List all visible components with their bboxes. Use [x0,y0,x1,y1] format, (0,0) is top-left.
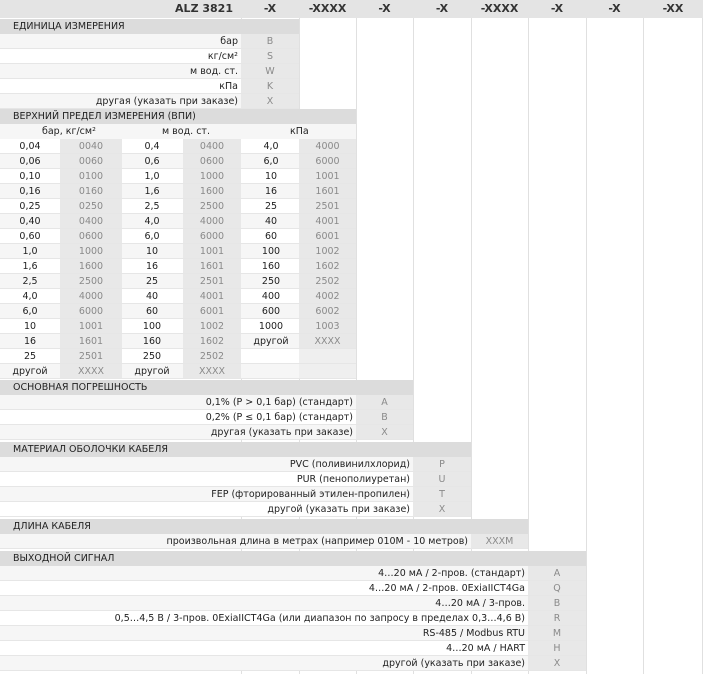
range-value: 0,4 [144,141,160,152]
option-row [0,425,413,440]
option-label: 4…20 мА / 3-пров. [435,598,525,609]
option-code: R [528,611,586,626]
range-value: другой [253,336,289,347]
range-row [0,244,356,259]
section-accuracy: ОСНОВНАЯ ПОГРЕШНОСТЬ [0,380,413,395]
section-output: ВЫХОДНОЙ СИГНАЛ [0,551,586,566]
option-label: произвольная длина в метрах (например 010М - 10 метров) [166,536,468,547]
range-code: XXXX [299,334,356,349]
option-row [0,64,299,79]
code-column-header: -XXXX [299,0,356,18]
range-value: 6,0 [22,306,38,317]
option-label: кПа [219,81,238,92]
range-code: 4000 [299,139,356,154]
range-value: 0,25 [19,201,41,212]
option-row [0,502,471,517]
range-value: 25 [23,351,37,362]
option-row [0,566,586,581]
range-value: 0,16 [19,186,41,197]
range-value: 4,0 [22,291,38,302]
range-row [0,199,356,214]
range-code: 1602 [299,259,356,274]
code-column-header: -X [528,0,586,18]
option-code: P [413,457,471,472]
range-value: 100 [142,321,162,332]
option-code: H [528,641,586,656]
range-row [0,214,356,229]
option-code: K [241,79,299,94]
option-code: M [528,626,586,641]
option-code: XXXM [471,534,528,549]
range-value: 160 [261,261,281,272]
option-label: PVC (поливинилхлорид) [289,459,410,470]
range-row [0,334,356,349]
range-code: XXXX [183,364,241,379]
range-value: 16 [264,186,278,197]
range-value: 16 [23,336,37,347]
range-code: 1600 [60,259,122,274]
option-label: 0,5…4,5 В / 3-пров. 0ExiaIICT4Ga (или диапазон по запросу в пределах 0,3…4,6 В) [114,613,525,624]
range-code: 2502 [299,274,356,289]
range-value: 4,0 [144,216,160,227]
section-range: ВЕРХНИЙ ПРЕДЕЛ ИЗМЕРЕНИЯ (ВПИ) [0,109,356,124]
option-code: B [356,410,413,425]
range-value: 1000 [258,321,284,332]
range-value: другой [134,366,170,377]
range-code: 1000 [60,244,122,259]
range-value: другой [12,366,48,377]
range-value: 60 [264,231,278,242]
range-code: 4000 [183,214,241,229]
range-value: 250 [142,351,162,362]
code-column-header: -X [413,0,471,18]
code-column-header: -X [356,0,413,18]
range-code: 6000 [60,304,122,319]
range-code: 4002 [299,289,356,304]
range-value: 100 [261,246,281,257]
option-label: 4…20 мА / 2-пров. 0ExiaIICT4Ga [368,583,525,594]
range-code: 0250 [60,199,122,214]
grid-line [586,0,587,674]
range-value: 2,5 [22,276,38,287]
range-row [0,184,356,199]
option-label: PUR (пенополиуретан) [296,474,410,485]
range-value: 1,0 [144,171,160,182]
range-value: 0,40 [19,216,41,227]
row-divider [0,439,413,440]
option-code: A [528,566,586,581]
row-divider [0,516,471,517]
range-value: 2,5 [144,201,160,212]
option-code: U [413,472,471,487]
option-code: Q [528,581,586,596]
code-column-header: -X [586,0,643,18]
range-code: 2501 [60,349,122,364]
range-code-empty [299,349,356,364]
range-value: 60 [145,306,159,317]
range-value: 10 [23,321,37,332]
range-col-header: м вод. ст. [162,126,210,137]
option-row [0,611,586,626]
option-label: 4…20 мА / HART [446,643,525,654]
option-code: S [241,49,299,64]
range-code: 1003 [299,319,356,334]
range-row [0,364,356,379]
range-col-header: бар, кг/см² [42,126,96,137]
option-row [0,457,471,472]
range-value: 16 [145,261,159,272]
option-label: 4…20 мА / 2-пров. (стандарт) [378,568,525,579]
range-value: 40 [264,216,278,227]
option-row [0,534,528,549]
grid-line [643,0,644,674]
range-row [0,259,356,274]
range-code: 0040 [60,139,122,154]
option-row [0,94,299,109]
option-label: другая (указать при заказе) [210,427,353,438]
range-code: 4000 [60,289,122,304]
range-code: 0600 [60,229,122,244]
option-row [0,656,586,671]
row-divider [0,548,528,549]
model-header: ALZ 3821 [0,0,241,18]
range-code: 0160 [60,184,122,199]
option-row [0,49,299,64]
option-label: другой (указать при заказе) [267,504,410,515]
section-unit: ЕДИНИЦА ИЗМЕРЕНИЯ [0,19,299,34]
range-col-header: кПа [290,126,309,137]
range-code: 1001 [60,319,122,334]
option-row [0,581,586,596]
code-column-header: -X [241,0,299,18]
range-value: 160 [142,336,162,347]
range-value: 250 [261,276,281,287]
option-row [0,626,586,641]
range-value: 40 [145,291,159,302]
option-code: T [413,487,471,502]
option-row [0,472,471,487]
range-value: 25 [264,201,278,212]
option-row [0,487,471,502]
option-code: A [356,395,413,410]
range-code-empty [299,364,356,379]
range-code: XXXX [60,364,122,379]
range-code: 2500 [183,199,241,214]
option-label: бар [220,36,238,47]
range-code: 2501 [183,274,241,289]
range-code: 1601 [60,334,122,349]
range-code: 2501 [299,199,356,214]
option-row [0,410,413,425]
range-code: 2500 [60,274,122,289]
option-code: B [528,596,586,611]
range-value: 6,0 [263,156,279,167]
range-value: 0,60 [19,231,41,242]
option-label: FEP (фторированный этилен-пропилен) [211,489,410,500]
option-label: RS-485 / Modbus RTU [422,628,525,639]
range-code: 0400 [183,139,241,154]
option-label: 0,1% (P > 0,1 бар) (стандарт) [205,397,353,408]
range-value: 10 [264,171,278,182]
range-row [0,289,356,304]
option-code: W [241,64,299,79]
range-row [0,229,356,244]
code-column-header: -XXXX [471,0,528,18]
range-code: 1601 [183,259,241,274]
option-code: B [241,34,299,49]
range-code: 1002 [299,244,356,259]
range-code: 6001 [183,304,241,319]
range-code: 6000 [183,229,241,244]
range-value: 0,06 [19,156,41,167]
range-code: 1002 [183,319,241,334]
range-code: 0100 [60,169,122,184]
option-label: кг/см² [207,51,238,62]
range-value: 1,0 [22,246,38,257]
range-value: 6,0 [144,231,160,242]
option-label: другой (указать при заказе) [382,658,525,669]
section-sheath: МАТЕРИАЛ ОБОЛОЧКИ КАБЕЛЯ [0,442,471,457]
range-code: 1000 [183,169,241,184]
option-row [0,395,413,410]
range-value: 0,10 [19,171,41,182]
range-code: 1602 [183,334,241,349]
range-code: 0060 [60,154,122,169]
option-row [0,641,586,656]
range-value: 0,04 [19,141,41,152]
range-code: 1600 [183,184,241,199]
range-value: 1,6 [144,186,160,197]
range-code: 2502 [183,349,241,364]
option-code: X [241,94,299,109]
range-value: 1,6 [22,261,38,272]
option-row [0,34,299,49]
range-code: 1601 [299,184,356,199]
range-row [0,169,356,184]
range-value: 400 [261,291,281,302]
option-row [0,596,586,611]
range-code: 6001 [299,229,356,244]
range-row [0,139,356,154]
section-cable: ДЛИНА КАБЕЛЯ [0,519,528,534]
code-column-header: -XX [643,0,703,18]
range-value: 600 [261,306,281,317]
range-row [0,304,356,319]
option-code: X [356,425,413,440]
range-code: 1001 [183,244,241,259]
option-code: X [413,502,471,517]
range-row [0,274,356,289]
option-row [0,79,299,94]
range-code: 6002 [299,304,356,319]
range-value: 4,0 [263,141,279,152]
option-label: 0,2% (P ≤ 0,1 бар) (стандарт) [205,412,353,423]
range-value: 10 [145,246,159,257]
option-label: другая (указать при заказе) [95,96,238,107]
row-divider [0,378,356,379]
range-code: 4001 [183,289,241,304]
range-row [0,349,356,364]
range-code: 0600 [183,154,241,169]
range-code: 1001 [299,169,356,184]
range-code: 6000 [299,154,356,169]
range-row [0,319,356,334]
range-row [0,154,356,169]
row-divider [0,670,586,671]
range-code: 4001 [299,214,356,229]
range-value: 25 [145,276,159,287]
range-code: 0400 [60,214,122,229]
option-label: м вод. ст. [190,66,238,77]
range-column-headers [0,124,356,139]
range-value: 0,6 [144,156,160,167]
option-code: X [528,656,586,671]
